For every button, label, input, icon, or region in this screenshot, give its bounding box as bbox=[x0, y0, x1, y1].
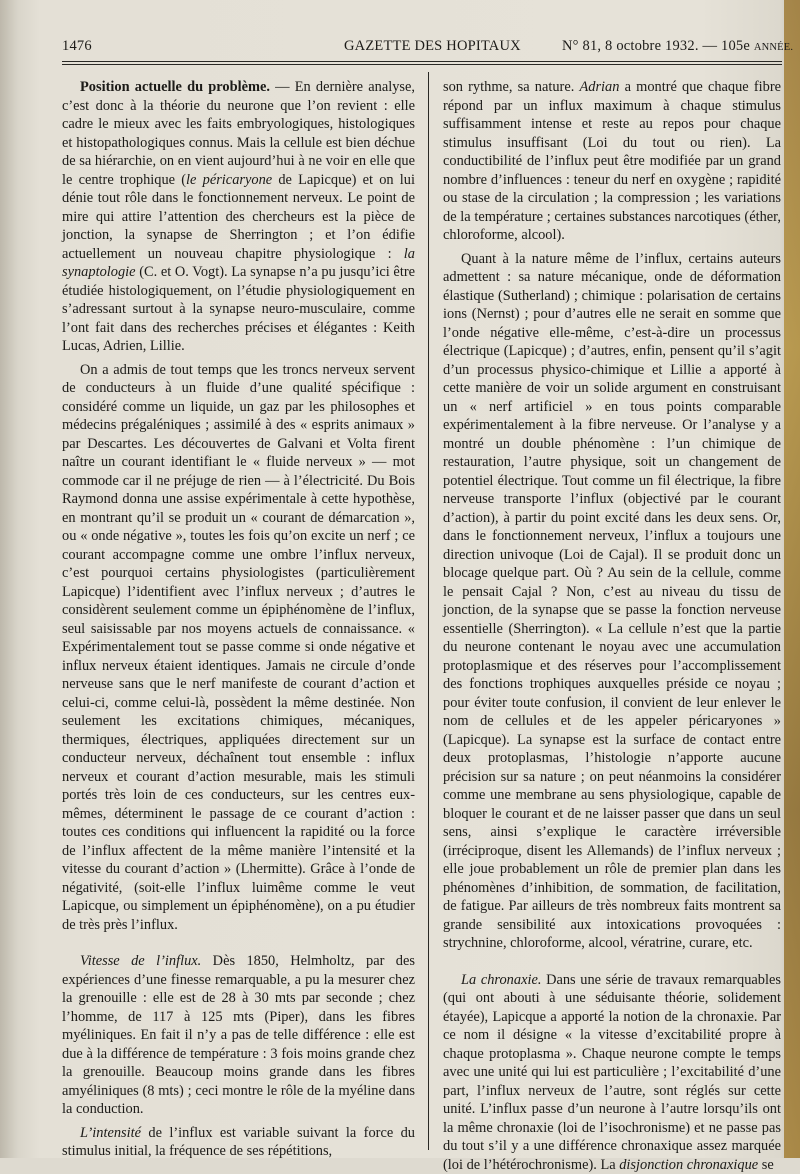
section-heading-position: Position actuelle du problème. bbox=[80, 79, 270, 95]
header-rule-bottom bbox=[62, 64, 782, 65]
section-heading-vitesse: Vitesse de l’influx. bbox=[80, 953, 201, 969]
header-rule-top bbox=[62, 61, 782, 62]
section-heading-chronaxie: La chronaxie. bbox=[461, 972, 541, 988]
paragraph-nature-influx: Quant à la nature même de l’influx, certains auteurs admettent : sa nature mécanique, onde de déformation élastique (Sutherland) ; chimique : polarisation de certains ions (Nernst) ; pour d’autres elle ne serait en somme que l’onde négative elle-même, c’est-à-dire un processus électrique (Lapicque) ; d’autres, enfin, pensent qu’il s’agit d’un processus physico-chimique et Lillie a apporté à cette manière de voir un solide argument en construisant un « nerf artificiel » en tous points comparable expérimentalement à la fibre nerveuse. Or l’analyse y a montré un double phénomène : l’un chimique de restauration, l’autre physique, soit un changement de potentiel électrique. Tout comme un fil électrique, la fibre nerveuse transporte l’influx (objectivé par le courant d’action), à partir du point excité dans les deux sens. Or, dans le fonctionnement nerveux, l’influx a toujours une direction univoque (Loi de Cajal). Il se produit donc un blocage quelque part. Où ? Au sein de la cellule, comme le pensait Cajal ? Non, c’est au niveau du tissu de jonction, de la synapse que se passe la fonction nerveuse essentielle (Sherrington). « La cellule n’est que la partie du neurone contenant le noyau avec une accumulation protoplasmique et des réserves pour l’accomplissement des fonctions trophiques auxquelles préside ce noyau ; pour éviter toute confusion, il convient de leur enlever le nom de cellules et de les appeler péricaryones » (Lapicque). La synapse est la surface de contact entre deux protoplasmas, l’histologie n’apporte aucune précision sur sa nature ; on peut néanmoins la considérer comme une membrane au sens physiologique, capable de bloquer le courant et de ne laisser passer que dans un seul sens, ainsi s’explique le caractère irréversible (irréciproque, disent les Allemands) de l’influx nerveux ; elle joue probablement un rôle de premier plan dans les phénomènes d’inhibition, de sommation, de facilitation, de fatigue. Par ailleurs de très nombreux faits montrent sa grande sensibilité aux intoxications provoquées : strychnine, chloroforme, alcool, vératrine, curare, etc. bbox=[443, 250, 781, 953]
journal-title: GAZETTE DES HOPITAUX bbox=[344, 38, 521, 55]
paragraph-vitesse: Vitesse de l’influx. Dès 1850, Helmholtz, par des expériences d’une finesse remarquable, a pu la mesurer chez la grenouille : elle est de 28 à 30 mts par seconde ; chez l’homme, de 117 à 125 mts (Piper), dans les fibres myéliniques. En fait il n’y a pas de telle différence : elle est due à la différence de température : 3 fois moins grande chez la grenouille. Beaucoup moins grande dans les fibres amyéliniques (8 mts) ; ceci montre le rôle de la myéline dans la conduction. bbox=[62, 952, 415, 1119]
issue-info bbox=[562, 38, 793, 55]
paragraph-intensite: L’intensité de l’influx est variable suivant la force du stimulus initial, la fréquence de ses répétitions, bbox=[62, 1124, 415, 1161]
running-header bbox=[62, 38, 782, 60]
left-column bbox=[62, 78, 415, 1161]
page-edge bbox=[784, 0, 800, 1158]
issue-suffix: ANNÉE. bbox=[754, 42, 793, 53]
issue-date: N° 81, 8 octobre 1932. — 105e bbox=[562, 38, 750, 54]
paragraph-rythme: son rythme, sa nature. Adrian a montré que chaque fibre répond par un influx maximum à chaque stimulus suffisamment intense et reste au repos pour chaque stimulus insuffisant (Loi du tout ou rien). La conductibilité de l’influx peut être modifiée par un grand nombre d’influences : teneur du nerf en oxygène ; rapidité ou stase de la circulation ; la compression ; les variations de la température ; certaines substances narcotiques (éther, chloroforme, alcool). bbox=[443, 78, 781, 245]
paragraph-chronaxie: La chronaxie. Dans une série de travaux remarquables (qui ont abouti à une séduisante théorie, solidement étayée), Lapicque a apporté la notion de la chronaxie. Par ce nom il désigne « la vitesse d’excitabilité propre à chaque protoplasma ». Chaque neurone compte le temps avec une unité qui lui est particulière ; l’excitabilité d’une part, l’influx nerveux de l’autre, sont réglés sur cette unité. L’influx passe d’un neurone à l’autre lorsqu’ils ont la même chronaxie (loi de l’isochronisme) et ne passe pas du tout s’il y a une différence chronaxique assez marquée (loi de l’hétérochronisme). La disjonction chronaxique se bbox=[443, 971, 781, 1174]
right-column bbox=[443, 78, 781, 1174]
paragraph-influx-electrique: On a admis de tout temps que les troncs nerveux servent de conducteurs à un fluide d’une qualité spécifique : considéré comme un liquide, un gaz par les philosophes et médecins prégaléniques ; assimilé à des « esprits animaux » par Descartes. Les découvertes de Galvani et Volta firent naître un courant identifiant le « fluide nerveux » — mot commode car il ne préjuge de rien — à l’électricité. Du Bois Raymond donna une assise expérimentale à cette hypothèse, en montrant qu’il se produit un « courant de démarcation », ou « onde négative », toutes les fois qu’on excite un nerf ; ce courant accompagne comme une ombre l’influx nerveux, c’est pourquoi certains physiologistes (particulièrement Lapicque) l’identifient avec l’influx nerveux ; d’autres le considèrent seulement comme un épiphénomène de l’influx, seul saisissable par nos moyens actuels de connaissance. « Expérimentalement tout se passe comme si onde négative et influx nerveux étaient identiques. Jamais ne circule d’onde nerveuse sans que le nerf manifeste de courant d’action et celui-ci, comme celui-là, possèdent la même destinée. Non seulement les excitations chimiques, mécaniques, thermiques, électriques, appliquées directement sur un conducteur nerveux, déchaînent tout ensemble : influx nerveux et courant d’action mesurable, mais les stimuli portés très loin de ces conducteurs, sur les centres eux-mêmes, déterminent le passage de ce courant d’action : toutes ces conditions qui influencent la rapidité ou la force de l’influx affectent de la même manière l’intensité et la vitesse du courant d’action » (Lhermitte). Grâce à l’onde de négativité, (soit-elle l’influx luimême comme le veut Lapicque, ou simplement un épiphénomène), on a pu étudier de très près l’influx. bbox=[62, 361, 415, 935]
page-number: 1476 bbox=[62, 38, 92, 55]
column-separator bbox=[428, 72, 429, 1150]
paragraph-position-actuelle: Position actuelle du problème. — En dernière analyse, c’est donc à la théorie du neurone que l’on revient : elle cadre le mieux avec les faits embryologiques, histologiques et histopathologiques connus. Mais la cellule est bien déchue de sa hiérarchie, on en vient aujourd’hui à ne voir en elle que le centre trophique (le péricaryone de Lapicque) et on lui dénie tout rôle dans le fonctionnement nerveux. Le point de mire qui attire l’attention des chercheurs est la pièce de jonction, la synapse de Sherrington ; et l’on édifie actuellement un nouveau chapitre physiologique : la synaptologie (C. et O. Vogt). La synapse n’a pu jusqu’ici être étudiée histologiquement, on l’étudie physiologiquement en s’adressant surtout à la synapse neuro-musculaire, comme l’ont fait dans des recherches précises et élégantes : Keith Lucas, Adrien, Lillie. bbox=[62, 78, 415, 356]
section-heading-intensite: L’intensité bbox=[80, 1125, 141, 1141]
